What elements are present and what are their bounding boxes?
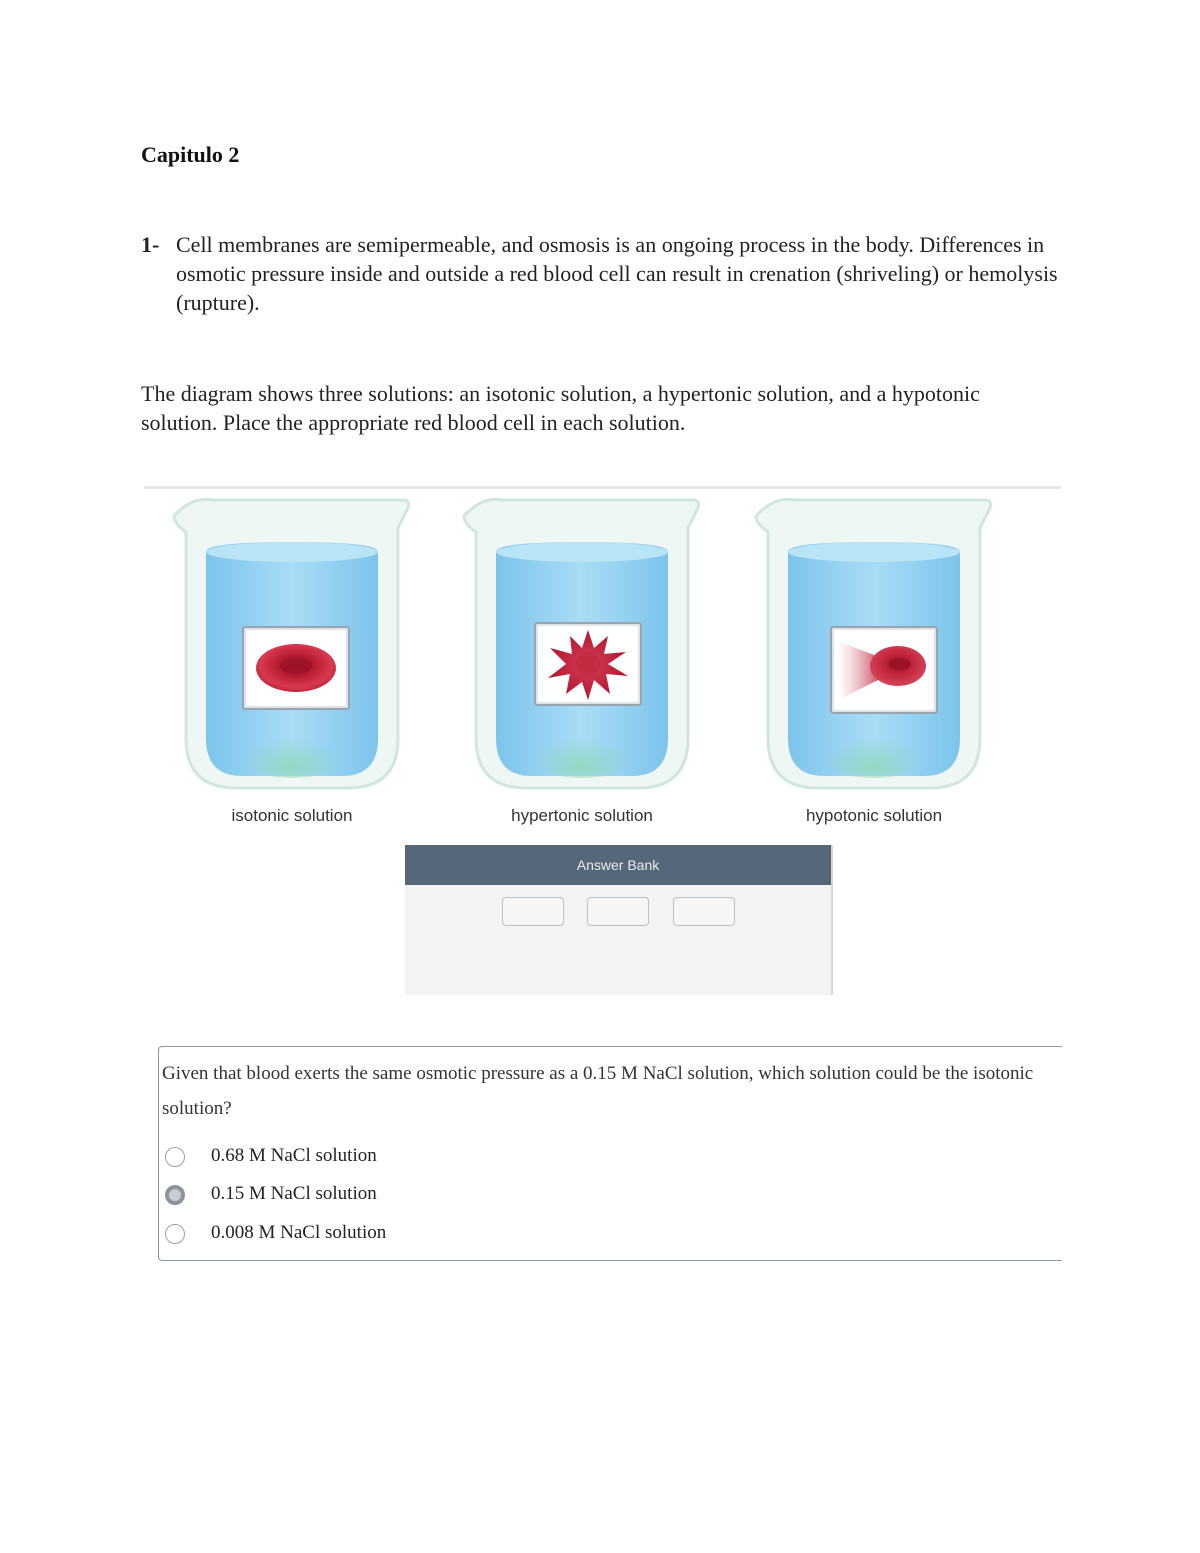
answer-slot[interactable] xyxy=(673,897,735,926)
beaker-diagram xyxy=(144,486,1061,836)
mc-option-label: 0.68 M NaCl solution xyxy=(211,1145,377,1166)
chapter-title: Capitulo 2 xyxy=(141,142,240,167)
beaker-hypertonic xyxy=(462,488,702,825)
beaker-hypotonic xyxy=(754,488,994,825)
cell-card-normal[interactable] xyxy=(242,626,350,710)
radio-button[interactable] xyxy=(165,1224,185,1244)
beaker-label: isotonic solution xyxy=(231,806,353,825)
mc-option-label: 0.15 M NaCl solution xyxy=(211,1183,377,1204)
cell-card-crenated[interactable] xyxy=(534,622,642,706)
crenated-red-blood-cell-icon xyxy=(536,624,640,704)
beaker-label: hypertonic solution xyxy=(511,806,653,825)
instruction-text: The diagram shows three solutions: an isotonic solution, a hypertonic solution, and a hypotonic solution. Place the appropriate red blood cell in each solution. xyxy=(141,381,980,435)
radio-button-selected[interactable] xyxy=(165,1185,185,1205)
mc-option-label: 0.008 M NaCl solution xyxy=(211,1222,387,1243)
beaker-label: hypotonic solution xyxy=(805,806,943,825)
question-1 xyxy=(141,230,1061,317)
radio-button[interactable] xyxy=(165,1147,185,1167)
multiple-choice-question xyxy=(158,1046,1062,1261)
mc-prompt: Given that blood exerts the same osmotic pressure as a 0.15 M NaCl solution, which solution could be the isotonic solution? xyxy=(162,1063,1034,1119)
answer-bank xyxy=(405,845,833,995)
cell-card-hemolyzed[interactable] xyxy=(830,626,938,714)
hemolyzed-red-blood-cell-icon xyxy=(832,628,936,712)
answer-slot[interactable] xyxy=(587,897,649,926)
beaker-isotonic xyxy=(172,488,412,825)
answer-bank-title: Answer Bank xyxy=(405,845,831,885)
answer-slot[interactable] xyxy=(502,897,564,926)
question-text: Cell membranes are semipermeable, and osmosis is an ongoing process in the body. Differences in osmotic pressure inside and outside a red blood cell can result in crenation (shriveling) or hemolysis (rupture). xyxy=(176,232,1058,315)
question-number: 1- xyxy=(141,232,160,257)
normal-red-blood-cell-icon xyxy=(244,628,348,708)
